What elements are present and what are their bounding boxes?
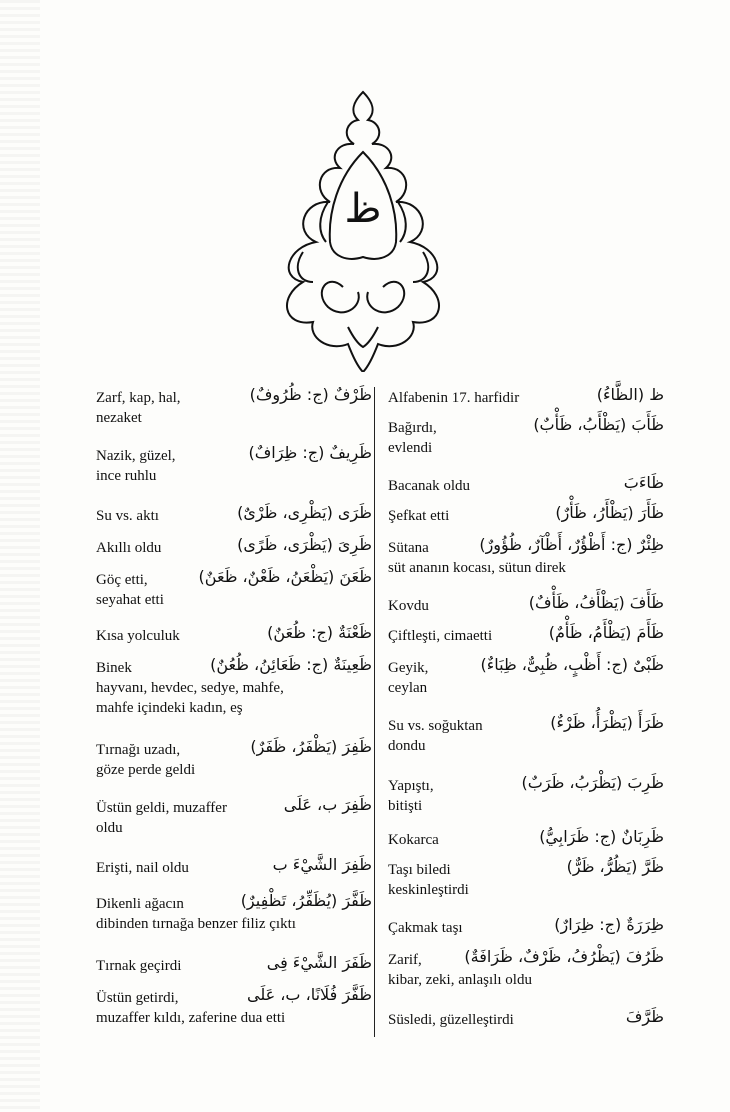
dictionary-entry xyxy=(388,713,664,756)
dictionary-entry xyxy=(388,623,664,646)
entry-arabic-headword: ظَرُفَ (يَظْرُفُ، ظَرْفٌ، ظَرَافَةٌ) xyxy=(464,947,664,966)
column-divider xyxy=(374,387,375,1037)
entry-arabic-headword: ظَعْنَةٌ (ج: ظُعَنٌ) xyxy=(267,623,372,642)
entry-turkish-definition: ceylan xyxy=(388,680,428,696)
entry-arabic-headword: ظَبْىٌ (ج: أَظْبٍ، ظُبِىٌّ، ظِبَاءٌ) xyxy=(480,655,664,674)
entry-arabic-headword: ظَرِىَ (يَظْرَى، ظَرًى) xyxy=(237,535,372,554)
entry-turkish-definition: evlendi xyxy=(388,440,433,456)
entry-turkish-definition: bitişti xyxy=(388,798,423,814)
entry-arabic-headword: ظَاءَبَ xyxy=(623,473,664,492)
entry-turkish-definition: Çiftleşti, cimaetti xyxy=(388,628,493,644)
dictionary-entry xyxy=(96,443,372,486)
entry-arabic-headword: ظَفَّرَ فُلَانًا، ب، عَلَى xyxy=(246,985,372,1004)
dictionary-entry xyxy=(96,737,372,780)
entry-arabic-headword: ظَرِبَ (يَظْرَبُ، ظَرَبٌ) xyxy=(521,773,664,792)
entry-turkish-definition: Çakmak taşı xyxy=(388,920,463,936)
entry-turkish-definition: ince ruhlu xyxy=(96,468,157,484)
entry-arabic-headword: ظَأَرَ (يَظْأَرُ، ظَأْرٌ) xyxy=(555,503,664,522)
entry-arabic-headword: ظَرْفٌ (ج: ظُرُوفٌ) xyxy=(249,385,372,404)
entry-turkish-definition: seyahat etti xyxy=(96,592,164,608)
dictionary-entry xyxy=(388,857,664,900)
entry-turkish-definition: Kovdu xyxy=(388,598,429,614)
entry-arabic-headword: ظَأَفَ (يَظْأَفُ، ظَأْفٌ) xyxy=(528,593,664,612)
entry-turkish-definition: Su vs. aktı xyxy=(96,508,159,524)
dictionary-entry xyxy=(388,947,664,990)
dictionary-entry xyxy=(96,503,372,526)
entry-turkish-definition: Taşı biledi xyxy=(388,862,451,878)
entry-turkish-definition: Kokarca xyxy=(388,832,439,848)
ornament-illustration xyxy=(258,82,468,372)
entry-turkish-definition: Dikenli ağacın xyxy=(96,896,184,912)
entry-turkish-definition: muzaffer kıldı, zaferine dua etti xyxy=(96,1010,286,1026)
entry-turkish-definition: Akıllı oldu xyxy=(96,540,162,556)
entry-turkish-definition: hayvanı, hevdec, sedye, mahfe, xyxy=(96,680,284,696)
entry-arabic-headword: ظِئْرٌ (ج: أَظْؤُرٌ، أَظْآرٌ، ظُؤُورٌ) xyxy=(479,535,664,554)
entry-turkish-definition: Geyik, xyxy=(388,660,429,676)
entry-arabic-headword: ظَرَّفَ xyxy=(625,1007,664,1026)
dictionary-entry xyxy=(388,1007,664,1030)
entry-turkish-definition: nezaket xyxy=(96,410,142,426)
ornament-letter: ظ xyxy=(344,186,382,232)
dictionary-entry xyxy=(96,385,372,428)
entry-arabic-headword: ظَعَنَ (يَظْعَنُ، ظَعْنٌ، ظَعَنٌ) xyxy=(198,567,372,586)
entry-arabic-headword: ظَعِينَةٌ (ج: ظَعَائِنُ، ظُعُنٌ) xyxy=(210,655,372,674)
entry-turkish-definition: Alfabenin 17. harfidir xyxy=(388,390,520,406)
entry-arabic-headword: ظَرِيفٌ (ج: ظِرَافٌ) xyxy=(248,443,372,462)
entry-turkish-definition: Su vs. soğuktan xyxy=(388,718,483,734)
dictionary-entry xyxy=(96,953,372,976)
entry-turkish-definition: Göç etti, xyxy=(96,572,148,588)
entry-turkish-definition: göze perde geldi xyxy=(96,762,196,778)
entry-arabic-headword: ظَفِرَ ب، عَلَى xyxy=(283,795,372,814)
entry-turkish-definition: Yapıştı, xyxy=(388,778,434,794)
entry-turkish-definition: Sütana xyxy=(388,540,429,556)
dictionary-entry xyxy=(96,855,372,878)
entry-arabic-headword: ظَرَأَ (يَظْرَأُ، ظَرْءٌ) xyxy=(550,713,664,732)
dictionary-entry xyxy=(388,503,664,526)
entry-turkish-definition: Süsledi, güzelleştirdi xyxy=(388,1012,514,1028)
entry-turkish-definition: Nazik, güzel, xyxy=(96,448,176,464)
dictionary-entry xyxy=(388,655,664,698)
dictionary-entry xyxy=(96,567,372,610)
entry-arabic-headword: ظ (الظَّاءُ) xyxy=(596,385,664,404)
dictionary-entry xyxy=(96,623,372,646)
entry-turkish-definition: Erişti, nail oldu xyxy=(96,860,189,876)
dictionary-entry xyxy=(388,915,664,938)
entry-arabic-headword: ظَفَرَ الشَّيْءَ فِى xyxy=(266,953,372,972)
entry-turkish-definition: Tırnak geçirdi xyxy=(96,958,182,974)
entry-turkish-definition: kibar, zeki, anlaşılı oldu xyxy=(388,972,532,988)
dictionary-entry xyxy=(96,535,372,558)
entry-turkish-definition: keskinleştirdi xyxy=(388,882,469,898)
dictionary-entry xyxy=(388,535,664,578)
entry-turkish-definition: dibinden tırnağa benzer filiz çıktı xyxy=(96,916,296,932)
entry-turkish-definition: Kısa yolculuk xyxy=(96,628,180,644)
dictionary-entry xyxy=(388,827,664,850)
entry-arabic-headword: ظَفِرَ الشَّيْءَ ب xyxy=(272,855,372,874)
entry-turkish-definition: süt ananın kocası, sütun direk xyxy=(388,560,566,576)
entry-turkish-definition: mahfe içindeki kadın, eş xyxy=(96,700,243,716)
entry-turkish-definition: dondu xyxy=(388,738,426,754)
entry-arabic-headword: ظَرَّ (يَظُرُّ، ظَرٌّ) xyxy=(566,857,664,876)
dictionary-entry xyxy=(96,891,372,934)
entry-arabic-headword: ظَفِرَ (يَظْفَرُ، ظَفَرٌ) xyxy=(250,737,372,756)
entry-turkish-definition: Bacanak oldu xyxy=(388,478,471,494)
dictionary-entry xyxy=(388,593,664,616)
entry-turkish-definition: oldu xyxy=(96,820,123,836)
dictionary-entry xyxy=(388,385,664,408)
dictionary-entry xyxy=(96,985,372,1028)
dictionary-entry xyxy=(388,773,664,816)
entry-turkish-definition: Şefkat etti xyxy=(388,508,450,524)
entry-turkish-definition: Tırnağı uzadı, xyxy=(96,742,181,758)
dictionary-entry xyxy=(96,795,372,838)
entry-arabic-headword: ظَفَّرَ (يُظَفِّرُ، تَظْفِيرٌ) xyxy=(240,891,372,910)
dictionary-entry xyxy=(96,655,372,718)
entry-arabic-headword: ظَأَمَ (يَظْأَمُ، ظَأْمٌ) xyxy=(548,623,664,642)
entry-arabic-headword: ظَأَبَ (يَظْأَبُ، ظَأْبٌ) xyxy=(533,415,664,434)
entry-turkish-definition: Bağırdı, xyxy=(388,420,437,436)
entry-arabic-headword: ظِرَرَةٌ (ج: ظِرَارٌ) xyxy=(554,915,664,934)
entry-turkish-definition: Zarif, xyxy=(388,952,422,968)
entry-arabic-headword: ظَرَى (يَظْرِى، ظَرْىٌ) xyxy=(237,503,372,522)
page-edge-shadow xyxy=(0,0,40,1112)
entry-turkish-definition: Üstün geldi, muzaffer xyxy=(96,800,227,816)
entry-turkish-definition: Zarf, kap, hal, xyxy=(96,390,181,406)
entry-arabic-headword: ظَرِبَانٌ (ج: ظَرَابِيُّ) xyxy=(539,827,664,846)
dictionary-entry xyxy=(388,415,664,458)
dictionary-entry xyxy=(388,473,664,496)
entry-turkish-definition: Üstün getirdi, xyxy=(96,990,179,1006)
entry-turkish-definition: Binek xyxy=(96,660,132,676)
